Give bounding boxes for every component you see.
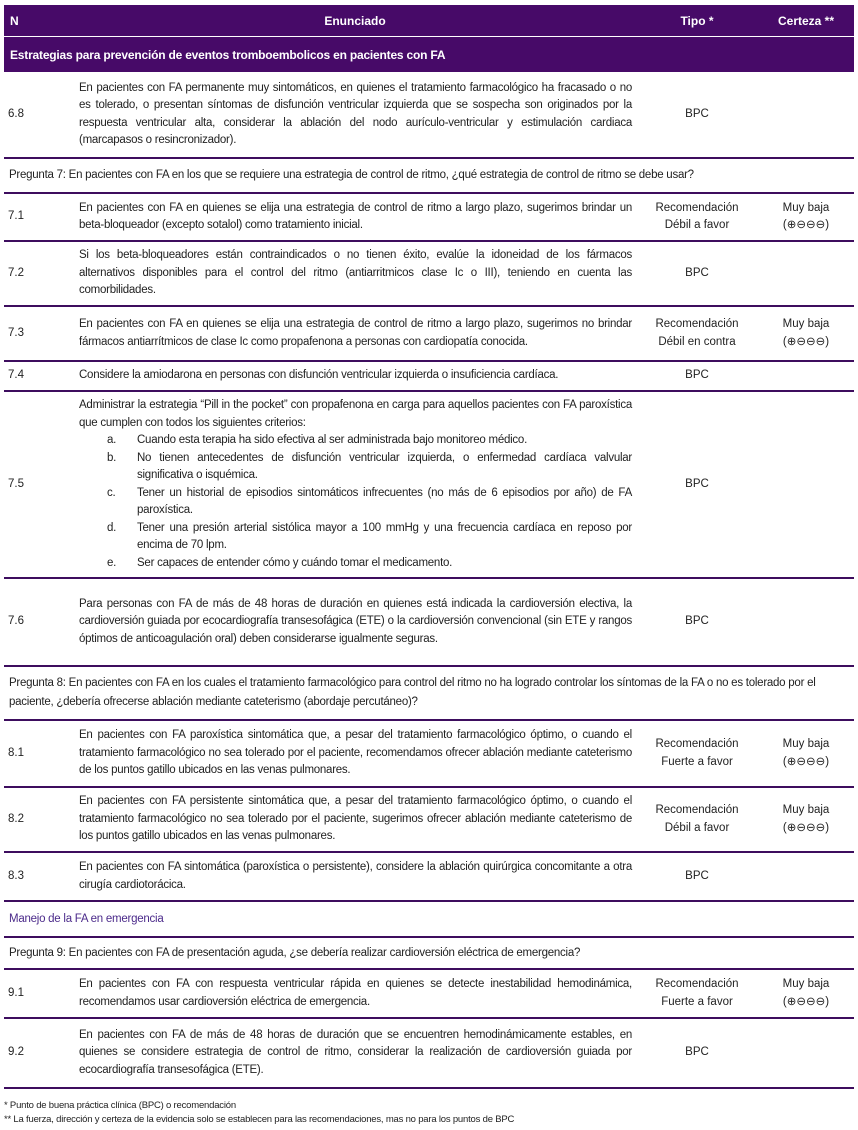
tipo-line1: Recomendación (655, 318, 739, 330)
criteria-text: Tener una presión arterial sistólica mayor a 100 mmHg y una frecuencia cardíaca en reposo por encima de 70 lpm. (137, 521, 632, 551)
row-number: 8.1 (8, 746, 24, 759)
certeza-line1: Muy baja (782, 978, 830, 990)
criteria-text: Cuando esta terapia ha sido efectiva al ser administrada bajo monitoreo médico. (137, 434, 528, 446)
recommendations-table (4, 5, 854, 1089)
table-row (4, 362, 854, 392)
tipo-line2: Débil en contra (658, 335, 736, 348)
question-row: Pregunta 9: En pacientes con FA de presentación aguda, ¿se debería realizar cardioversión eléctrica de emergencia? (4, 938, 854, 970)
row-number: 6.8 (8, 107, 24, 120)
tipo-line2: Fuerte a favor (661, 995, 733, 1008)
row-tipo (636, 802, 758, 837)
criteria-letter: e. (107, 556, 117, 569)
certeza-rating: (⊕⊖⊖⊖) (782, 995, 830, 1008)
certeza-line1: Muy baja (782, 738, 830, 750)
certeza-rating: (⊕⊖⊖⊖) (782, 755, 830, 768)
certeza-rating: (⊕⊖⊖⊖) (782, 219, 830, 231)
criteria-intro: Administrar la estrategia “Pill in the pocket” con propafenona en carga para aquellos pacientes con FA paroxística que cumplen con todos los siguientes criterios: (79, 399, 632, 429)
criteria-item (79, 432, 632, 450)
row-number: 7.3 (8, 326, 24, 339)
tipo-line1: Recomendación (655, 978, 739, 990)
row-statement: Considere la amiodarona en personas con disfunción ventricular izquierda o insuficiencia cardíaca. (79, 369, 559, 382)
row-tipo (636, 976, 758, 1011)
row-number: 9.1 (8, 986, 24, 999)
question-row: Pregunta 7: En pacientes con FA en los que se requiere una estrategia de control de ritmo, ¿qué estrategia de control de ritmo se debe usar? (4, 159, 854, 194)
row-tipo: BPC (685, 107, 709, 120)
row-tipo: BPC (685, 266, 709, 279)
row-statement: En pacientes con FA con respuesta ventricular rápida en quienes se detecte inestabilidad hemodinámica, recomendamos usar cardioversión eléctrica de emergencia. (79, 978, 632, 1008)
row-statement: En pacientes con FA de más de 48 horas de duración que se encuentren hemodinámicamente estables, en quienes se considere estrategia de control de ritmo, considerar la realización de cardioversión guiada por ecocardiografía transesofágica (ETE). (79, 1028, 632, 1076)
row-statement (74, 397, 636, 572)
certeza-rating: (⊕⊖⊖⊖) (782, 821, 830, 834)
header-enunciado: Enunciado (324, 13, 386, 28)
certeza-rating: (⊕⊖⊖⊖) (782, 335, 830, 348)
row-certeza (758, 316, 854, 351)
header-certeza: Certeza ** (777, 13, 835, 28)
tipo-line1: Recomendación (655, 804, 739, 816)
row-certeza (758, 200, 854, 235)
row-tipo: BPC (685, 869, 709, 882)
table-row (4, 307, 854, 362)
tipo-line2: Débil a favor (664, 821, 730, 834)
row-number: 7.4 (8, 369, 24, 382)
criteria-text: Ser capaces de entender cómo y cuándo tomar el medicamento. (137, 556, 453, 569)
row-statement: En pacientes con FA paroxística sintomática que, a pesar del tratamiento farmacológico óptimo, o cuando el tratamiento farmacológico no sea tolerado por el paciente, recomendamos ofrecer ablación mediante cateterismo de los puntos gatillo ubicados en las venas pulmonares. (79, 729, 632, 777)
table-row (4, 1019, 854, 1089)
row-number: 9.2 (8, 1046, 24, 1059)
tipo-line2: Fuerte a favor (661, 755, 733, 768)
header-n: N (10, 13, 19, 28)
row-statement: En pacientes con FA sintomática (paroxística o persistente), considere la ablación quirúrgica concomitante a otra cirugía cardiotorácica. (79, 861, 632, 891)
table-row (4, 242, 854, 307)
table-row (4, 392, 854, 579)
row-certeza (758, 736, 854, 771)
tipo-line2: Débil a favor (664, 219, 730, 231)
section-title: Estrategias para prevención de eventos tromboembolicos en pacientes con FA (4, 37, 854, 72)
row-tipo: BPC (685, 615, 709, 628)
header-tipo: Tipo * (680, 13, 714, 28)
table-header (4, 5, 854, 37)
row-certeza (758, 802, 854, 837)
footnote-1: * Punto de buena práctica clínica (BPC) o recomendación (4, 1100, 236, 1111)
table-row (4, 853, 854, 902)
row-statement: En pacientes con FA en quienes se elija una estrategia de control de ritmo a largo plazo, sugerimos brindar un beta-bloqueador (excepto sotalol) como tratamiento inicial. (79, 201, 632, 231)
tipo-line1: Recomendación (655, 201, 739, 214)
row-number: 8.3 (8, 869, 24, 882)
row-statement: Para personas con FA de más de 48 horas de duración en quienes está indicada la cardioversión electiva, la cardioversión guiada por ecocardiografía transesofágica (ETE) o la cardioversión convencional (sin ETE y rangos óptimos de anticoagulación oral) deben considerarse igualmente seguras. (79, 597, 632, 645)
criteria-list (79, 432, 632, 572)
criteria-text: Tener un historial de episodios sintomáticos infrecuentes (no más de 6 episodios por año) de FA paroxística. (137, 486, 632, 516)
criteria-letter: a. (107, 434, 117, 446)
criteria-text: No tienen antecedentes de disfunción ventricular izquierda, o enfermedad cardíaca valvular significativa o isquémica. (137, 451, 632, 481)
row-statement: Si los beta-bloqueadores están contraindicados o no tienen éxito, evalúe la idoneidad de los fármacos alternativos disponibles para el control del ritmo (antiarritmicos clase Ic o III), teniendo en cuenta las comorbilidades. (79, 249, 632, 297)
table-row (4, 194, 854, 242)
row-statement: En pacientes con FA permanente muy sintomáticos, en quienes el tratamiento farmacológico ha fracasado o no es tolerado, o presentan síntomas de disfunción ventricular izquierda que se sospecha son originados por la respuesta ventricular alta, considerar la ablación del nodo aurículo-ventricular y estimulación cardiaca (marcapasos o resincronizador). (79, 81, 632, 146)
row-number: 7.6 (8, 615, 24, 628)
certeza-line1: Muy baja (782, 318, 830, 330)
table-row (4, 72, 854, 159)
table-row (4, 721, 854, 788)
certeza-line1: Muy baja (782, 804, 830, 816)
row-number: 8.2 (8, 812, 24, 825)
row-tipo: BPC (685, 1046, 709, 1059)
row-statement: En pacientes con FA persistente sintomática que, a pesar del tratamiento farmacológico óptimo, o cuando el tratamiento farmacológico no sea tolerado por el paciente, sugerimos ofrecer ablación mediante cateterismo de los puntos gatillo ubicados en las venas pulmonares. (79, 795, 632, 843)
criteria-item (79, 520, 632, 555)
row-tipo: BPC (685, 477, 709, 490)
table-row (4, 579, 854, 667)
row-number: 7.5 (8, 477, 24, 490)
table-row (4, 970, 854, 1019)
row-number: 7.2 (8, 266, 24, 279)
row-certeza (758, 976, 854, 1011)
row-tipo (636, 200, 758, 235)
tipo-line1: Recomendación (655, 738, 739, 750)
criteria-letter: d. (107, 521, 117, 534)
row-tipo (636, 316, 758, 351)
criteria-item (79, 485, 632, 520)
table-row (4, 788, 854, 853)
criteria-item (79, 555, 632, 573)
row-number: 7.1 (8, 210, 24, 223)
subsection-title: Manejo de la FA en emergencia (4, 902, 854, 938)
criteria-letter: b. (107, 451, 117, 464)
table-footnotes (4, 1099, 514, 1127)
certeza-line1: Muy baja (782, 201, 830, 214)
row-tipo (636, 736, 758, 771)
criteria-letter: c. (107, 486, 116, 499)
criteria-item (79, 450, 632, 485)
footnote-2: ** La fuerza, dirección y certeza de la evidencia solo se establecen para las recomendaciones, mas no para los puntos de BPC (4, 1114, 515, 1125)
question-row: Pregunta 8: En pacientes con FA en los cuales el tratamiento farmacológico para control del ritmo no ha logrado controlar los síntomas de la FA o no es tolerado por el paciente, ¿debería ofrecerse ablación mediante cateterismo (abordaje percutáneo)? (4, 667, 854, 721)
row-tipo: BPC (685, 369, 709, 382)
row-statement: En pacientes con FA en quienes se elija una estrategia de control de ritmo a largo plazo, sugerimos no brindar fármacos antiarrítmicos de clase Ic como propafenona a personas con cardiopatía conocida. (79, 318, 632, 348)
